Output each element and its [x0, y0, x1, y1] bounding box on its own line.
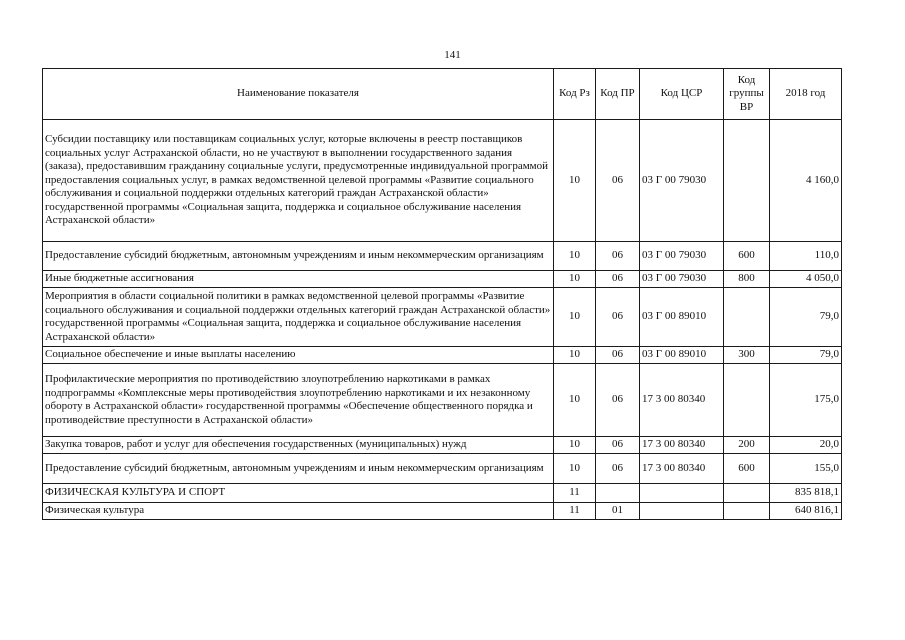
header-pr: Код ПР	[596, 69, 640, 120]
row-name: Мероприятия в области социальной политики в рамках ведомственной целевой программы «Развитие социального обслуживания и социальной поддержки отдельных категорий граждан Астраханской области» государственной программы «Социальная защита, поддержка и социальное обслуживание населения Астраханской области»	[43, 288, 554, 347]
row-vr: 200	[724, 437, 770, 454]
row-name: Закупка товаров, работ и услуг для обеспечения государственных (муниципальных) нужд	[43, 437, 554, 454]
row-amount: 79,0	[770, 288, 842, 347]
table-row	[43, 484, 842, 503]
table-row	[43, 454, 842, 484]
row-csr: 03 Г 00 89010	[640, 347, 724, 364]
row-amount: 640 816,1	[770, 503, 842, 520]
budget-table	[42, 68, 842, 520]
row-pr: 06	[596, 120, 640, 242]
table-row	[43, 503, 842, 520]
row-rz: 10	[554, 364, 596, 437]
row-csr: 17 3 00 80340	[640, 437, 724, 454]
header-vr: Код группы ВР	[724, 69, 770, 120]
row-csr: 03 Г 00 79030	[640, 271, 724, 288]
row-rz: 10	[554, 288, 596, 347]
row-name: Профилактические мероприятия по противодействию злоупотреблению наркотиками в рамках подпрограммы «Комплексные меры противодействия злоупотреблению наркотиками и их незаконному обороту в Астраханской области» государственной программы «Обеспечение общественного порядка и противодействие преступности в Астраханской области»	[43, 364, 554, 437]
row-csr	[640, 503, 724, 520]
row-amount: 835 818,1	[770, 484, 842, 503]
row-name: Иные бюджетные ассигнования	[43, 271, 554, 288]
row-csr: 17 3 00 80340	[640, 364, 724, 437]
row-vr: 300	[724, 347, 770, 364]
row-rz: 10	[554, 347, 596, 364]
table-row	[43, 288, 842, 347]
row-rz: 11	[554, 503, 596, 520]
row-amount: 4 050,0	[770, 271, 842, 288]
row-name: Предоставление субсидий бюджетным, автономным учреждениям и иным некоммерческим организациям	[43, 242, 554, 271]
table-row	[43, 347, 842, 364]
table-row	[43, 242, 842, 271]
row-amount: 175,0	[770, 364, 842, 437]
header-rz: Код Рз	[554, 69, 596, 120]
row-vr	[724, 288, 770, 347]
row-amount: 155,0	[770, 454, 842, 484]
row-pr	[596, 484, 640, 503]
page-number: 141	[444, 49, 461, 61]
header-year: 2018 год	[770, 69, 842, 120]
row-rz: 10	[554, 120, 596, 242]
table-row	[43, 120, 842, 242]
row-name: Физическая культура	[43, 503, 554, 520]
row-pr: 06	[596, 242, 640, 271]
row-pr: 06	[596, 288, 640, 347]
row-pr: 06	[596, 364, 640, 437]
table-header-row	[43, 69, 842, 120]
row-pr: 06	[596, 271, 640, 288]
table-row	[43, 364, 842, 437]
row-csr: 17 3 00 80340	[640, 454, 724, 484]
table-row	[43, 271, 842, 288]
row-amount: 4 160,0	[770, 120, 842, 242]
row-pr: 06	[596, 454, 640, 484]
row-csr: 03 Г 00 79030	[640, 242, 724, 271]
row-vr: 800	[724, 271, 770, 288]
row-vr	[724, 364, 770, 437]
row-rz: 10	[554, 454, 596, 484]
row-rz: 11	[554, 484, 596, 503]
row-csr: 03 Г 00 89010	[640, 288, 724, 347]
table-row	[43, 437, 842, 454]
row-name: Предоставление субсидий бюджетным, автономным учреждениям и иным некоммерческим организациям	[43, 454, 554, 484]
row-rz: 10	[554, 242, 596, 271]
row-amount: 79,0	[770, 347, 842, 364]
row-vr	[724, 120, 770, 242]
row-pr: 01	[596, 503, 640, 520]
row-amount: 20,0	[770, 437, 842, 454]
row-name: ФИЗИЧЕСКАЯ КУЛЬТУРА И СПОРТ	[43, 484, 554, 503]
row-vr: 600	[724, 454, 770, 484]
header-csr: Код ЦСР	[640, 69, 724, 120]
row-vr: 600	[724, 242, 770, 271]
row-vr	[724, 503, 770, 520]
row-csr	[640, 484, 724, 503]
row-name: Субсидии поставщику или поставщикам социальных услуг, которые включены в реестр поставщиков социальных услуг Астраханской области, но не участвуют в выполнении государственного задания (заказа), предоставившим гражданину социальные услуги, предусмотренные индивидуальной программой предоставления социальных услуг, в рамках ведомственной целевой программы «Развитие социального обслуживания и социальной поддержки отдельных категорий граждан Астраханской области» государственной программы «Социальная защита, поддержка и социальное обслуживание населения Астраханской области»	[43, 120, 554, 242]
row-name: Социальное обеспечение и иные выплаты населению	[43, 347, 554, 364]
row-amount: 110,0	[770, 242, 842, 271]
row-vr	[724, 484, 770, 503]
row-csr: 03 Г 00 79030	[640, 120, 724, 242]
row-pr: 06	[596, 437, 640, 454]
header-name: Наименование показателя	[43, 69, 554, 120]
row-rz: 10	[554, 437, 596, 454]
row-rz: 10	[554, 271, 596, 288]
row-pr: 06	[596, 347, 640, 364]
